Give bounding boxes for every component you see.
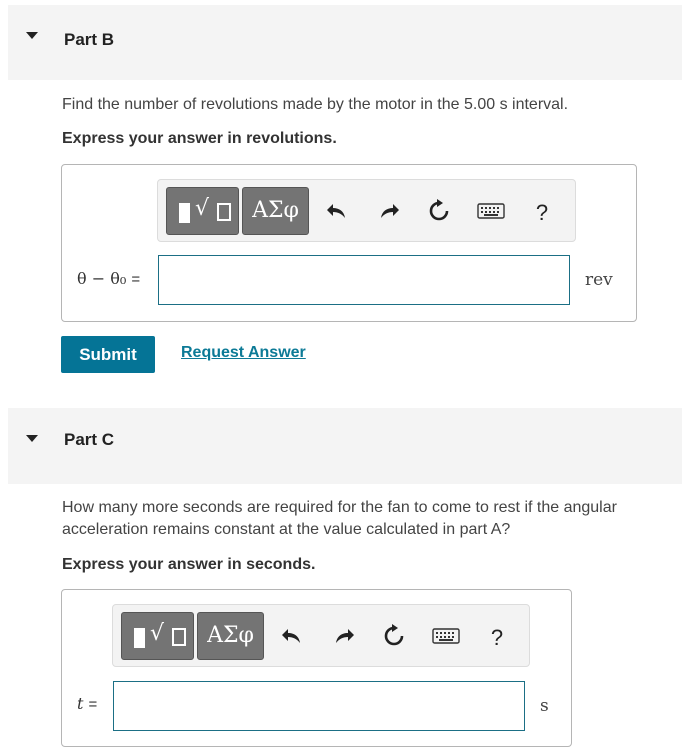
part-b-header[interactable] (8, 5, 682, 80)
reset-icon[interactable] (424, 196, 454, 226)
part-b-unit: rev (585, 270, 613, 290)
part-b-instruction: Express your answer in revolutions. (62, 130, 337, 147)
part-c-title: Part C (64, 430, 115, 449)
part-b-variable-text: θ − θ₀ (77, 269, 127, 288)
sqrt-icon: √ (195, 196, 210, 221)
collapse-caret-icon[interactable] (26, 32, 38, 39)
help-button[interactable]: ? (490, 625, 504, 650)
part-b-equals: = (131, 271, 141, 288)
help-button[interactable]: ? (535, 200, 549, 225)
part-b-variable-label (77, 269, 140, 288)
templates-button[interactable] (121, 612, 194, 660)
part-c-math-toolbar (112, 604, 530, 667)
part-c-variable-label (77, 694, 97, 713)
redo-icon[interactable] (374, 196, 404, 226)
templates-button[interactable] (166, 187, 239, 235)
collapse-caret-icon[interactable] (26, 435, 38, 442)
request-answer-link[interactable]: Request Answer (181, 344, 306, 361)
keyboard-icon[interactable] (476, 196, 506, 226)
part-c-instruction: Express your answer in seconds. (62, 556, 316, 573)
part-c-answer-input[interactable] (113, 681, 525, 731)
undo-icon[interactable] (322, 196, 352, 226)
part-c-header[interactable] (8, 408, 682, 484)
part-c-variable-text: t (77, 694, 84, 713)
greek-symbols-button[interactable]: ΑΣφ (197, 612, 264, 660)
part-c-question: How many more seconds are required for the fan to come to rest if the angular acceleration remains constant at the value calculated in part A? (62, 499, 617, 538)
part-b-title: Part B (64, 30, 115, 49)
keyboard-icon[interactable] (431, 621, 461, 651)
submit-button[interactable]: Submit (61, 336, 155, 373)
part-b-question: Find the number of revolutions made by the motor in the 5.00 s interval. (62, 96, 569, 113)
undo-icon[interactable] (277, 621, 307, 651)
part-b-answer-input[interactable] (158, 255, 570, 305)
part-c-equals: = (88, 696, 98, 713)
part-b-math-toolbar (157, 179, 576, 242)
reset-icon[interactable] (379, 621, 409, 651)
part-c-answer-box (61, 589, 572, 747)
redo-icon[interactable] (329, 621, 359, 651)
greek-symbols-button[interactable]: ΑΣφ (242, 187, 309, 235)
sqrt-icon: √ (150, 621, 165, 646)
part-c-unit: s (540, 696, 549, 716)
part-b-answer-box (61, 164, 637, 322)
